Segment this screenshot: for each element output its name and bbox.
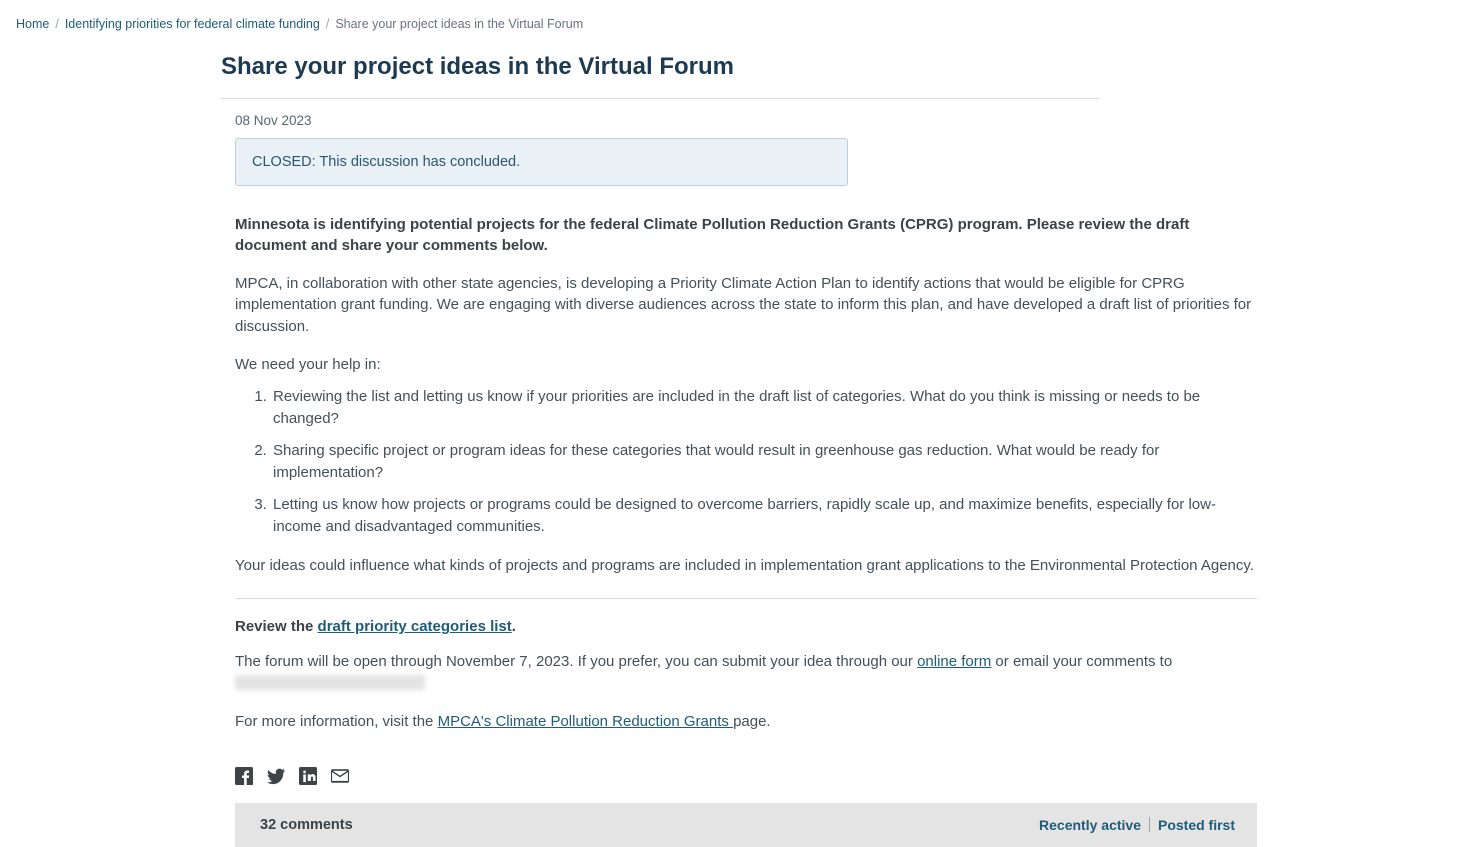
breadcrumb [0,0,1462,31]
breadcrumb-item-home[interactable]: Home [16,17,50,31]
twitter-icon[interactable] [267,767,285,785]
list-item: 2. Sharing specific project or program ideas for these categories that would result in greenhouse gas reduction. What would be ready for implementation? [271,440,1259,485]
article-lede: Minnesota is identifying potential projects for the federal Climate Pollution Reduction Grants (CPRG) program. Please review the draft document and share your comments below. [235,216,1190,255]
breadcrumb-separator: / [55,17,59,31]
forum-text-before: The forum will be open through November 7, 2023. If you prefer, you can submit your idea through our [235,653,918,671]
comments-count: 32 comments [260,816,353,833]
article-container [221,52,1281,847]
breadcrumb-item-parent[interactable]: Identifying priorities for federal climate funding [64,17,320,31]
more-info-before: For more information, visit the [235,712,438,730]
online-form-link[interactable]: online form [917,653,992,671]
list-item: 1. Reviewing the list and letting us know if your priorities are included in the draft list of categories. What do you think is missing or needs to be changed? [271,386,1259,431]
breadcrumb-item-current: Share your project ideas in the Virtual Forum [335,17,584,31]
page-title: Share your project ideas in the Virtual Forum [221,52,1099,99]
sort-recently-active[interactable]: Recently active [1039,816,1141,833]
mpca-cprg-link[interactable]: MPCA's Climate Pollution Reduction Grants [437,712,734,730]
review-suffix: . [511,618,516,636]
facebook-icon[interactable] [235,767,253,785]
status-banner [235,138,848,186]
article-paragraph-1: MPCA, in collaboration with other state agencies, is developing a Priority Climate Action Plan to identify actions that would be eligible for CPRG implementation grant funding. We are engaging with diverse audiences across the state to inform this plan, and have developed a draft list of priorities for discussion. [235,274,1252,336]
section-divider [235,598,1257,599]
more-info-after: page. [733,712,771,730]
review-prefix: Review the [235,618,318,636]
redacted-email [235,675,425,690]
review-line [235,618,1259,635]
article-body [235,214,1259,733]
post-date: 08 Nov 2023 [235,113,312,128]
status-banner-text: CLOSED: This discussion has concluded. [252,154,521,170]
share-row [235,767,1281,785]
list-item: 3. Letting us know how projects or programs could be designed to overcome barriers, rapidly scale up, and maximize benefits, especially for low-income and disadvantaged communities. [271,494,1259,539]
comment-sort-controls [1031,817,1243,833]
comments-bar [235,803,1257,847]
more-info-paragraph [235,711,1259,733]
draft-priority-categories-link[interactable]: draft priority categories list [317,618,512,636]
forum-open-paragraph [235,651,1259,695]
email-icon[interactable] [331,767,349,785]
article-paragraph-2: Your ideas could influence what kinds of projects and programs are included in implementation grant applications to the Environmental Protection Agency. [235,556,1254,574]
linkedin-icon[interactable] [299,767,317,785]
breadcrumb-separator: / [325,17,330,31]
help-intro: We need your help in: [235,355,381,373]
forum-text-after: or email your comments to [991,653,1173,671]
help-list [235,386,1259,539]
sort-posted-first[interactable]: Posted first [1157,816,1235,833]
